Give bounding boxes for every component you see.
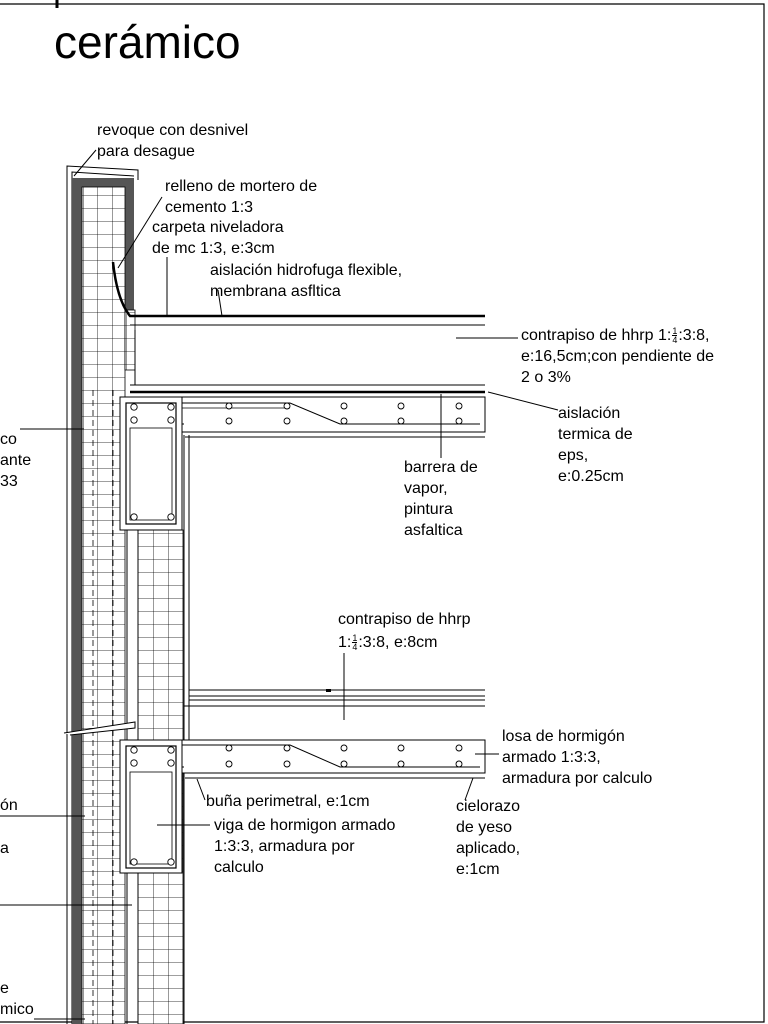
- label-buna: buña perimetral, e:1cm: [206, 793, 370, 810]
- label-aislacion-termica: aislación termica de eps, e:0.25cm: [558, 405, 633, 485]
- label-contrapiso-1-detail: e:16,5cm;con pendiente de 2 o 3%: [521, 348, 715, 386]
- label-barrera-vapor: barrera de vapor, pintura asfaltica: [404, 459, 478, 539]
- label-aislacion-hidrofuga: aislación hidrofuga flexible, membrana asfltica: [210, 262, 403, 300]
- fraction-2: $\frac{1}{4}$: [352, 633, 358, 653]
- drawing-title: cerámico: [54, 16, 241, 68]
- label-revoque: revoque con desnivel para desague: [97, 122, 249, 160]
- label-contrapiso-1: contrapiso de hhrp 1: $\frac{1}{4}$ :3:8,: [521, 326, 710, 346]
- label-losa: losa de hormigón armado 1:3:3, armadura por calculo: [502, 728, 653, 787]
- lower-floor: [184, 689, 485, 706]
- label-left-1: co ante 33: [0, 431, 32, 490]
- label-left-4: e mico: [0, 980, 34, 1018]
- wall-left: [64, 166, 189, 1024]
- label-cielorazo: cielorazo de yeso aplicado, e:1cm: [456, 798, 521, 878]
- label-viga: viga de hormigon armado 1:3:3, armadura por calculo: [214, 817, 396, 876]
- label-left-2: ón: [0, 797, 18, 814]
- label-relleno: relleno de mortero de cemento 1:3: [165, 178, 318, 216]
- label-carpeta: carpeta niveladora de mc 1:3, e:3cm: [152, 219, 284, 257]
- label-contrapiso-2: contrapiso de hhrp: [338, 611, 471, 628]
- label-left-3: a: [0, 840, 9, 857]
- fraction-1: $\frac{1}{4}$: [672, 326, 678, 346]
- label-contrapiso-2-detail: 1: $\frac{1}{4}$ :3:8, e:8cm: [338, 633, 438, 653]
